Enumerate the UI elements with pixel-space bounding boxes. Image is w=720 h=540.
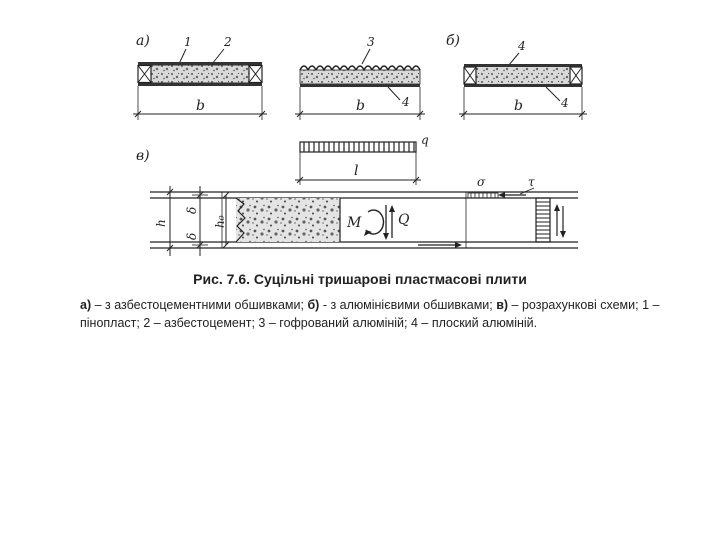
- dim-delta-bottom: δ: [185, 232, 199, 240]
- callout-1: 1: [184, 35, 192, 49]
- panel-b: [446, 33, 587, 120]
- shear-stress-block: [536, 198, 550, 242]
- top-skin: [138, 62, 262, 66]
- distributed-load-q: [295, 133, 429, 185]
- figure-caption-body: [80, 296, 660, 332]
- dim-h0: h₀: [213, 215, 227, 228]
- moment-arc: [366, 210, 383, 234]
- corrugated-skin: [300, 66, 420, 70]
- label-Q: Q: [398, 212, 410, 228]
- panel-a: [133, 33, 267, 120]
- label-sigma: σ: [477, 175, 486, 189]
- panel-v: [136, 133, 578, 256]
- dim-delta-top: δ: [185, 206, 199, 214]
- bottom-skin: [138, 83, 262, 87]
- flat-skin: [300, 84, 420, 87]
- dim-b-corrugated: b: [356, 98, 365, 114]
- figure-caption-title: Рис. 7.6. Суцільні тришарові пластмасові плити: [193, 271, 527, 287]
- dim-b-a: b: [196, 98, 205, 114]
- caption-label-b: б): [307, 298, 320, 312]
- callout-4: 4: [402, 95, 410, 109]
- panel-corrugated: [295, 35, 425, 120]
- foam-block: [236, 198, 340, 242]
- dim-b-b: b: [514, 98, 523, 114]
- dim-h: h: [154, 219, 168, 227]
- panel-label-b: б): [446, 33, 461, 49]
- dim-l: l: [354, 163, 359, 179]
- callout-2: 2: [224, 35, 232, 49]
- foam-core: [476, 67, 570, 84]
- callout-4-bottom: 4: [561, 96, 569, 110]
- caption-text-a: – з азбестоцементними обшивками;: [91, 298, 308, 312]
- panel-label-v: в): [136, 148, 150, 164]
- caption-text-v: – розрахункові схеми; 1 – пінопласт; 2 – азбестоцемент; 3 – гофрований алюміній; 4 – плоский алюміній.: [80, 298, 660, 330]
- foam-core: [300, 70, 420, 84]
- label-tau: τ: [528, 175, 535, 189]
- caption-label-v: в): [496, 298, 509, 312]
- layered-section: [150, 175, 578, 256]
- caption-text-b: - з алюмінієвими обшивками;: [319, 298, 497, 312]
- foam-core: [151, 66, 249, 83]
- caption-label-a: а): [80, 298, 92, 312]
- callout-4-top: 4: [518, 39, 526, 53]
- label-M: M: [347, 215, 362, 231]
- top-skin: [464, 64, 582, 67]
- label-q: q: [421, 133, 429, 147]
- panel-label-a: а): [136, 33, 150, 49]
- bottom-skin: [464, 84, 582, 87]
- callout-3: 3: [367, 35, 375, 49]
